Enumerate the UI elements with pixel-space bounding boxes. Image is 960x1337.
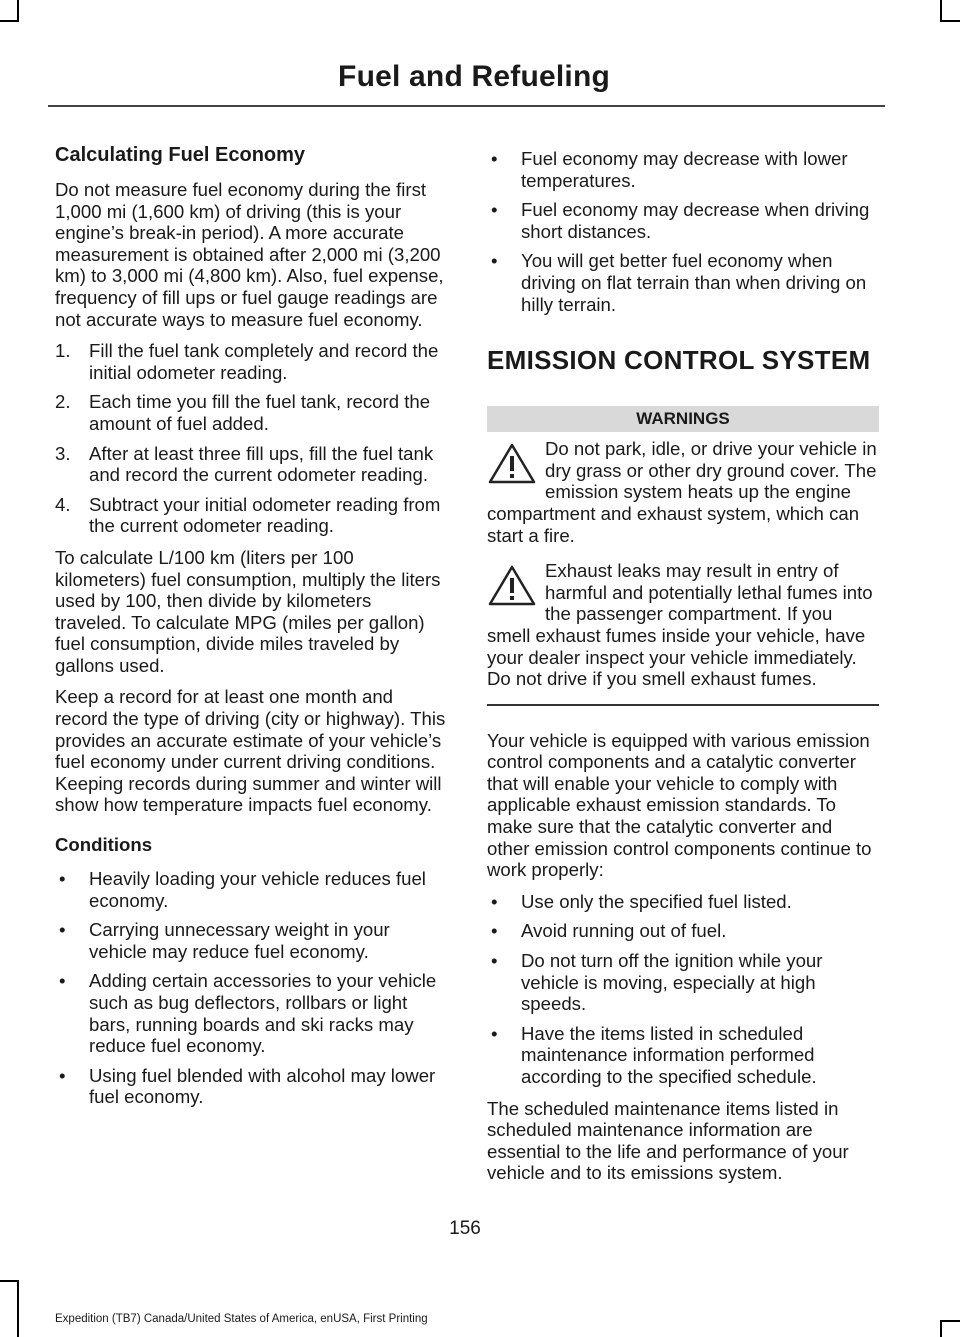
list-item: • Do not turn off the ignition while your vehicle is moving, especially at high speeds. [491,950,823,1015]
warnings-header: WARNINGS [487,406,879,432]
list-item: • Have the items listed in scheduled maintenance information performed according to the specified schedule. [491,1022,817,1087]
header-divider [48,105,885,107]
paragraph-closing: The scheduled maintenance items listed in scheduled maintenance information are essential to the life and performance of your vehicle and to its emissions system. [487,1097,849,1184]
right-column [487,148,879,1194]
conditions-list [55,868,447,1108]
paragraph-intro: Do not measure fuel economy during the first 1,000 mi (1,600 km) of driving (this is your engine’s break-in period). A more accurate measurement is obtained after 2,000 mi (3,200 km) to 3,000 mi (4,800 km). Also, fuel expense, frequency of fill ups or fuel gauge readings are not accurate ways to measure fuel economy. [55,179,444,330]
list-item: • Use only the specified fuel listed. [491,890,792,912]
crop-mark [940,20,960,22]
crop-mark [17,1280,19,1337]
list-item: • Carrying unnecessary weight in your vehicle may reduce fuel economy. [59,919,390,962]
paragraph-equipped: Your vehicle is equipped with various emission control components and a catalytic converter that will enable your vehicle to comply with applicable exhaust emission standards. To make sure that the catalytic converter and other emission control components continue to work properly: [487,729,872,881]
warning-exhaust-leaks: Exhaust leaks may result in entry of harmful and potentially lethal fumes into the passenger compartment. If you smell exhaust fumes inside your vehicle, have your dealer inspect your vehicle immediately. Do not drive if you smell exhaust fumes. [487,560,873,690]
list-item: • Fuel economy may decrease when driving short distances. [491,199,870,242]
conditions-list-continued [487,148,879,315]
list-item: • Avoid running out of fuel. [491,920,727,942]
subheading-conditions: Conditions [55,834,153,856]
footer-text: Expedition (TB7) Canada/United States of America, enUSA, First Printing [55,1313,428,1325]
list-item: 2. Each time you fill the fuel tank, record the amount of fuel added. [55,391,431,434]
crop-mark [940,1320,942,1337]
list-item: • Heavily loading your vehicle reduces fuel economy. [59,868,426,911]
section-heading-emission: EMISSION CONTROL SYSTEM [487,345,871,376]
paragraph-record: Keep a record for at least one month and record the type of driving (city or highway). This provides an accurate estimate of your vehicle’s fuel economy under current driving conditions. Keeping records during summer and winter will show how temperature impacts fuel economy. [55,686,446,816]
crop-mark [0,20,19,22]
list-item: 4. Subtract your initial odometer reading from the current odometer reading. [55,493,441,537]
warning-triangle-icon [487,564,537,608]
section-heading-calculating: Calculating Fuel Economy [55,144,306,166]
list-item: • Fuel economy may decrease with lower temperatures. [491,148,848,191]
page-title: Fuel and Refueling [338,60,610,93]
warning-dry-grass: Do not park, idle, or drive your vehicle in dry grass or other dry ground cover. The emission system heats up the engine compartment and exhaust system, which can start a fire. [487,438,877,546]
warnings-divider [487,704,879,706]
left-column [55,144,447,1118]
list-item: • You will get better fuel economy when driving on flat terrain than when driving on hilly terrain. [491,250,867,315]
warning-triangle-icon [487,442,537,486]
crop-mark [940,1320,960,1322]
crop-mark [17,0,19,22]
list-item: 3. After at least three fill ups, fill the fuel tank and record the current odometer reading. [55,442,434,486]
emission-tips-list [487,891,879,1088]
page-number: 156 [449,1218,481,1239]
crop-mark [940,0,942,22]
crop-mark [0,1280,19,1282]
paragraph-calculation: To calculate L/100 km (liters per 100 kilometers) fuel consumption, multiply the liters used by 100, then divide by kilometers traveled. To calculate MPG (miles per gallon) fuel consumption, divide miles traveled by gallons used. [55,546,441,676]
list-item: • Adding certain accessories to your vehicle such as bug deflectors, rollbars or light bars, running boards and ski racks may reduce fuel economy. [59,970,437,1057]
steps-list [55,340,447,537]
list-item: 1. Fill the fuel tank completely and record the initial odometer reading. [55,340,439,383]
list-item: • Using fuel blended with alcohol may lower fuel economy. [59,1064,436,1108]
